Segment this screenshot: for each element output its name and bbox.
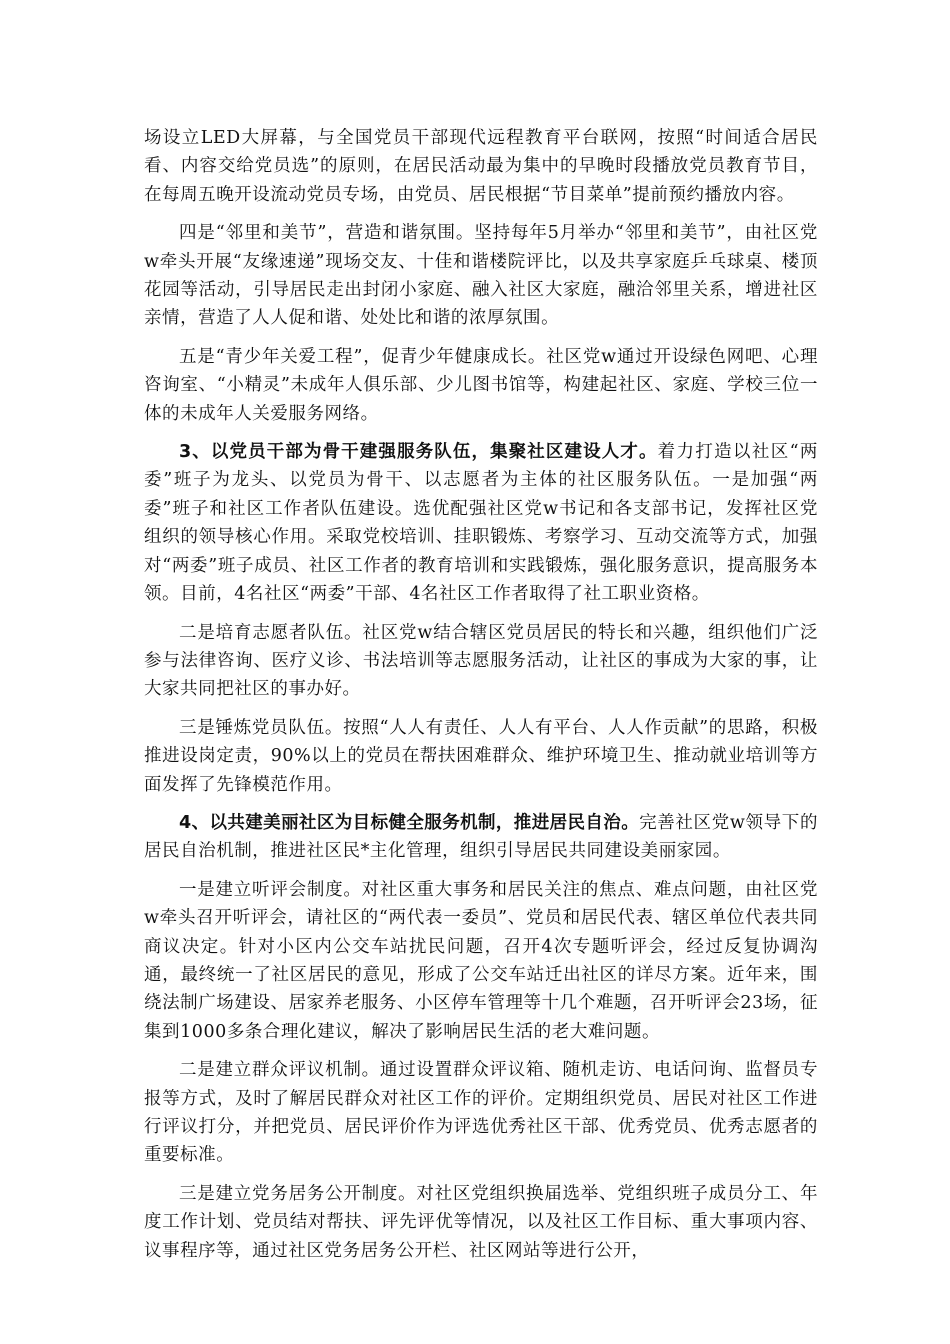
paragraph-3: [144, 343, 818, 428]
paragraph-text: 完善社区党w领导下的居民自治机制，推进社区民*主化管理，组织引导居民共同建设美丽家园。: [144, 812, 818, 862]
document-body: [144, 124, 818, 1275]
paragraph-text: 四是“邻里和美节”，营造和谐氛围。坚持每年5月举办“邻里和美节”，由社区党w牵头开展“友缘速递”现场交友、十佳和谐楼院评比，以及共享家庭乒乓球桌、楼顶花园等活动，引导居民走出封闭小家庭、融入社区大家庭，融洽邻里关系，增进社区亲情，营造了人人促和谐、处处比和谐的浓厚氛围。: [144, 223, 818, 329]
paragraph-lead: 3、以党员干部为骨干建强服务队伍，集聚社区建设人才。: [179, 442, 658, 463]
paragraph-text: 五是“青少年关爱工程”，促青少年健康成长。社区党w通过开设绿色网吧、心理咨询室、“小精灵”未成年人俱乐部、少儿图书馆等，构建起社区、家庭、学校三位一体的未成年人关爱服务网络。: [144, 346, 818, 424]
paragraph-1: [144, 124, 818, 209]
paragraph-text: 场设立LED大屏幕，与全国党员干部现代远程教育平台联网，按照“时间适合居民看、内容交给党员选”的原则，在居民活动最为集中的早晚时段播放党员教育节目，在每周五晚开设流动党员专场，由党员、居民根据“节目菜单”提前预约播放内容。: [144, 128, 818, 205]
paragraph-4: [144, 438, 818, 608]
paragraph-lead: 4、以共建美丽社区为目标健全服务机制，推进居民自治。: [179, 812, 640, 833]
paragraph-text: 一是建立听评会制度。对社区重大事务和居民关注的焦点、难点问题，由社区党w牵头召开听评会，请社区的“两代表一委员”、党员和居民代表、辖区单位代表共同商议决定。针对小区内公交车站扰民问题，召开4次专题听评会，经过反复协调沟通，最终统一了社区居民的意见，形成了公交车站迁出社区的详尽方案。近年来，围绕法制广场建设、居家养老服务、小区停车管理等十几个难题，召开听评会23场，征集到1000多条合理化建议，解决了影响居民生活的老大难问题。: [144, 879, 818, 1042]
paragraph-text: 着力打造以社区“两委”班子为龙头、以党员为骨干、以志愿者为主体的社区服务队伍。一是加强“两委”班子和社区工作者队伍建设。选优配强社区党w书记和各支部书记，发挥社区党组织的领导核心作用。采取党校培训、挂职锻炼、考察学习、互动交流等方式，加强对“两委”班子成员、社区工作者的教育培训和实践锻炼，强化服务意识，提高服务本领。目前，4名社区“两委”干部、4名社区工作者取得了社工职业资格。: [144, 442, 818, 605]
paragraph-6: [144, 714, 818, 799]
paragraph-8: [144, 876, 818, 1046]
paragraph-7: [144, 809, 818, 866]
paragraph-text: 三是锤炼党员队伍。按照“人人有责任、人人有平台、人人作贡献”的思路，积极推进设岗定责，90%以上的党员在帮扶困难群众、维护环境卫生、推动就业培训等方面发挥了先锋模范作用。: [144, 717, 818, 795]
paragraph-10: [144, 1180, 818, 1265]
paragraph-text: 二是建立群众评议机制。通过设置群众评议箱、随机走访、电话问询、监督员专报等方式，及时了解居民群众对社区工作的评价。定期组织党员、居民对社区工作进行评议打分，并把党员、居民评价作为评选优秀社区干部、优秀党员、优秀志愿者的重要标准。: [144, 1060, 818, 1166]
paragraph-9: [144, 1056, 818, 1170]
paragraph-2: [144, 219, 818, 333]
paragraph-text: 三是建立党务居务公开制度。对社区党组织换届选举、党组织班子成员分工、年度工作计划、党员结对帮扶、评先评优等情况，以及社区工作目标、重大事项内容、议事程序等，通过社区党务居务公开栏、社区网站等进行公开，: [144, 1183, 818, 1261]
paragraph-5: [144, 619, 818, 704]
paragraph-text: 二是培育志愿者队伍。社区党w结合辖区党员居民的特长和兴趣，组织他们广泛参与法律咨询、医疗义诊、书法培训等志愿服务活动，让社区的事成为大家的事，让大家共同把社区的事办好。: [144, 622, 818, 700]
